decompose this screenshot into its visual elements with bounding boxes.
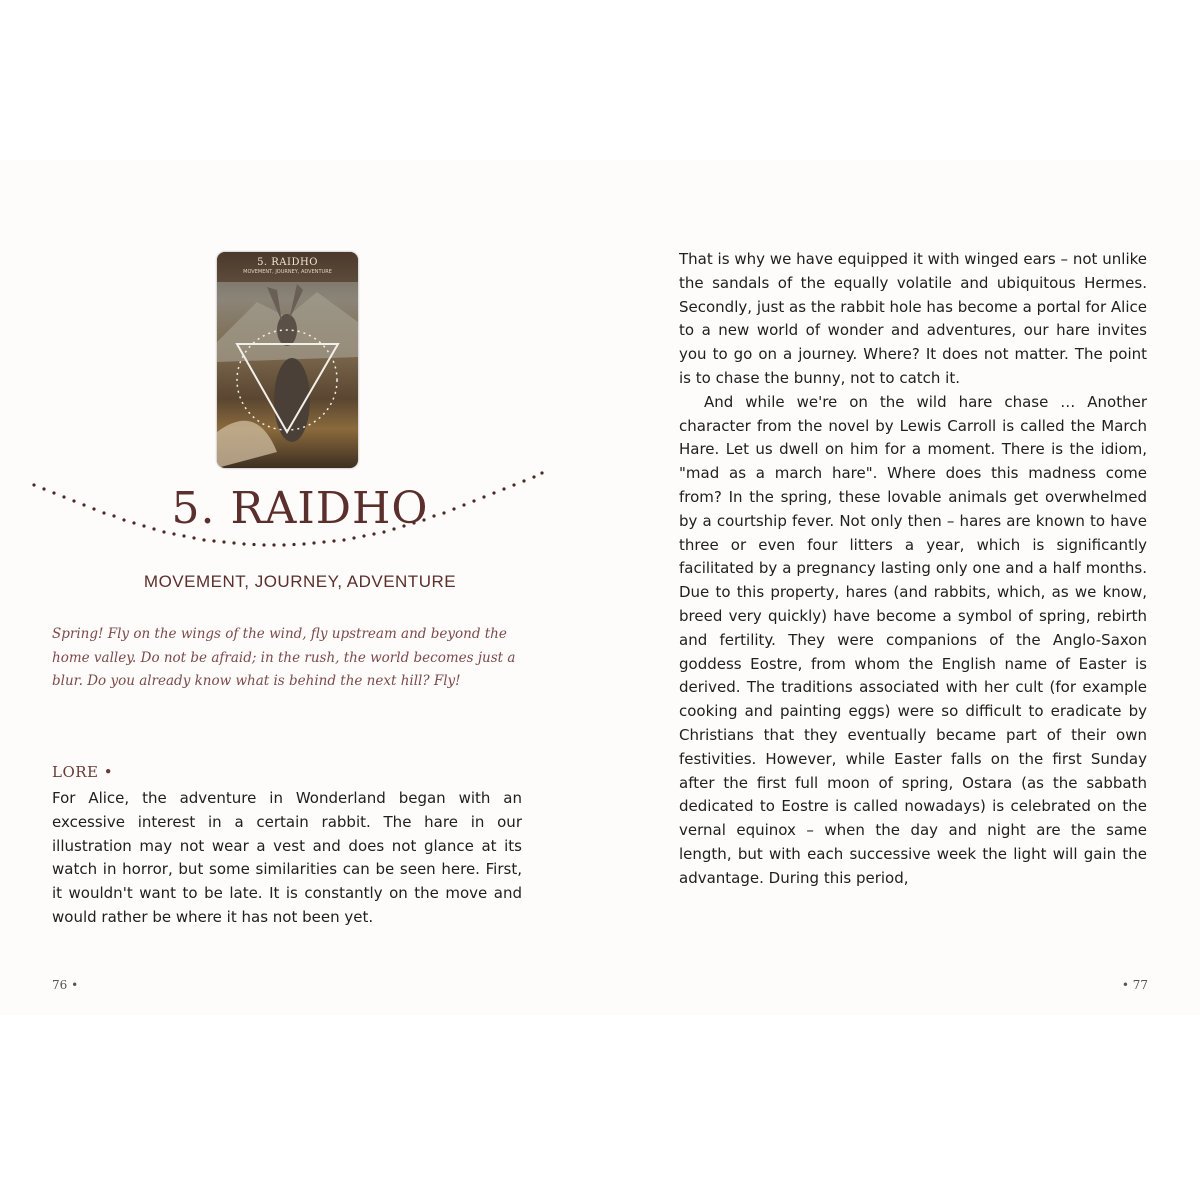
lore-heading: LORE • [52,763,114,781]
body-text [679,248,1147,891]
page-number-left: 76 • [52,978,79,992]
left-page [0,160,600,1015]
intro-paragraph: Spring! Fly on the wings of the wind, fly upstream and beyond the home valley. Do not be afraid; in the rush, the world becomes just a blur. Do you already know what is behind the next hill? Fly! [52,626,516,689]
card-subtitle: MOVEMENT, JOURNEY, ADVENTURE [243,269,332,275]
rune-title: 5. RAIDHO [171,483,429,534]
card-title: 5. RAIDHO [257,257,318,268]
lore-paragraph: For Alice, the adventure in Wonderland began with an excessive interest in a certain rabbit. The hare in our illustration may not wear a vest and does not glance at its watch in horror, but some similarities can be seen here. First, it wouldn't want to be late. It is constantly on the move and would rather be where it has not been yet. [52,789,522,926]
paragraph-2: And while we're on the wild hare chase … Another character from the novel by Lewis Carroll is called the March Hare. Let us dwell on him for a moment. There is the idiom, "mad as a march hare". Where does this madness come from? In the spring, these lovable animals get overwhelmed by a courtship fever. Not only then – hares are known to have three or even four litters a year, which is significantly facilitated by a pregnancy lasting only one and a half months. Due to this property, hares (and rabbits, which, as we know, breed very quickly) have become a symbol of spring, rebirth and fertility. They were companions of the Anglo-Saxon goddess Eostre, from whom the English name of Easter is derived. The traditions associated with her cult (for example cooking and painting eggs) were so difficult to eradicate by Christians that they eventually became part of their own festivities. However, while Easter falls on the first Sunday after the first full moon of spring, Ostara (as the sabbath dedicated to Eostre is called nowadays) is celebrated on the vernal equinox – when the day and night are the same length, but with each successive week the light will gain the advantage. During this period, [679,392,1147,887]
rune-keywords: MOVEMENT, JOURNEY, ADVENTURE [143,572,457,591]
right-page [600,160,1200,1015]
book-spread [0,160,1200,1015]
paragraph-1: That is why we have equipped it with winged ears – not unlike the sandals of the equally volatile and ubiquitous Hermes. Secondly, just as the rabbit hole has become a portal for Alice to a new world of wonder and adventures, our hare invites you to go on a journey. Where? It does not matter. The point is to chase the bunny, not to catch it. [679,250,1147,387]
page-number-right: • 77 [1121,978,1148,992]
